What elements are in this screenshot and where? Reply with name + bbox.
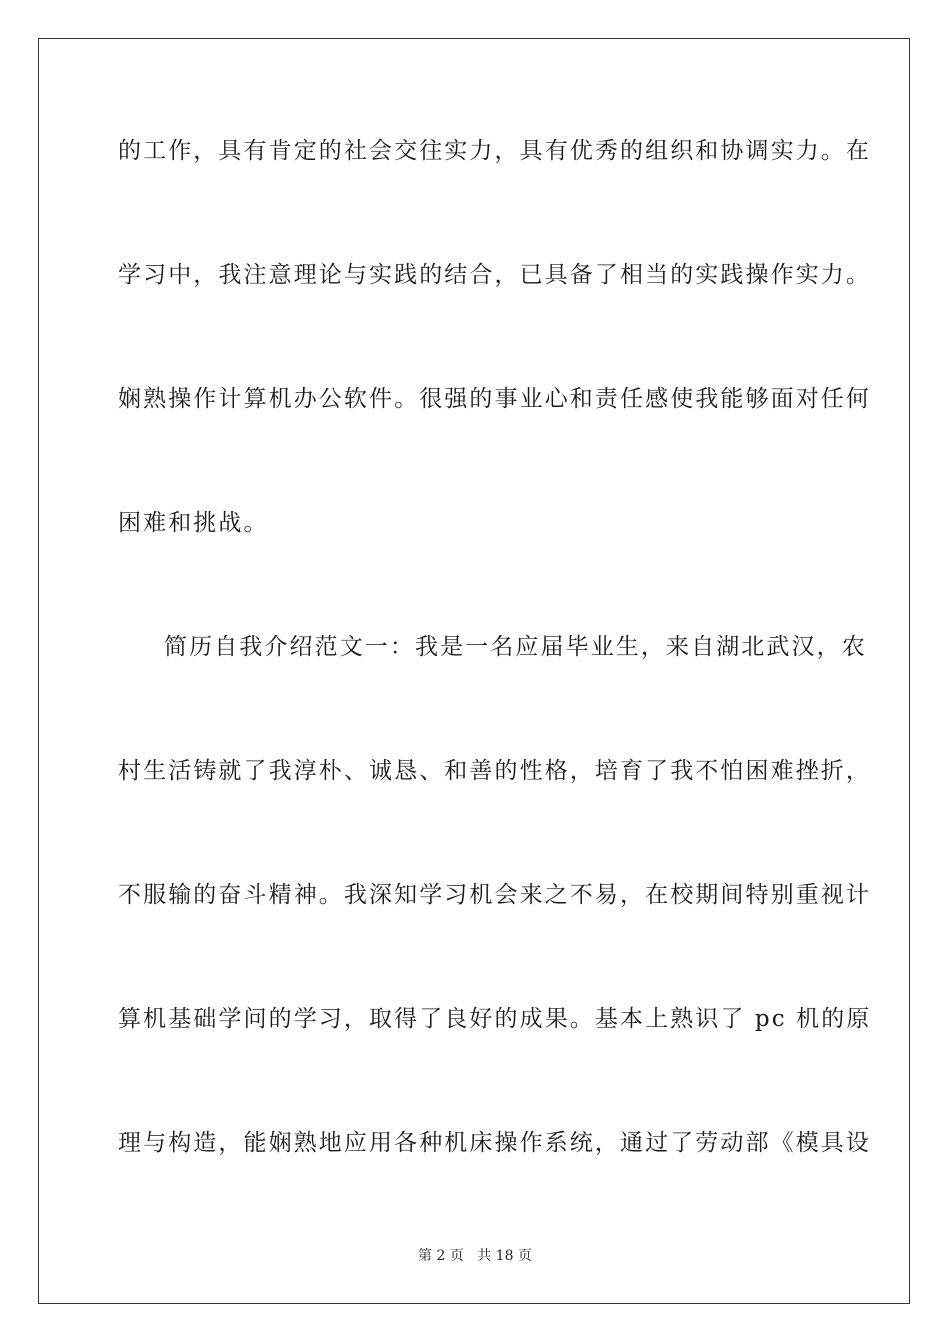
- paragraph-line: 学习中，我注意理论与实践的结合，已具备了相当的实践操作实力。: [118, 262, 871, 288]
- paragraph-line-indented: 简历自我介绍范文一：我是一名应届毕业生，来自湖北武汉，农: [164, 634, 867, 660]
- paragraph-line: 娴熟操作计算机办公软件。很强的事业心和责任感使我能够面对任何: [118, 386, 871, 412]
- paragraph-line: 算机基础学问的学习，取得了良好的成果。基本上熟识了 pc 机的原: [118, 1006, 872, 1032]
- paragraph-line: 理与构造，能娴熟地应用各种机床操作系统，通过了劳动部《模具设: [118, 1130, 871, 1156]
- paragraph-line: 的工作，具有肯定的社会交往实力，具有优秀的组织和协调实力。在: [118, 138, 871, 164]
- paragraph-line: 困难和挑战。: [118, 510, 269, 536]
- paragraph-line: 不服输的奋斗精神。我深知学习机会来之不易，在校期间特别重视计: [118, 882, 871, 908]
- page-frame: [38, 38, 910, 1304]
- page-number: 第 2 页: [418, 1248, 464, 1264]
- page-footer: [0, 1246, 950, 1266]
- total-pages: 共 18 页: [477, 1248, 532, 1264]
- paragraph-line: 村生活铸就了我淳朴、诚恳、和善的性格，培育了我不怕困难挫折，: [118, 758, 871, 784]
